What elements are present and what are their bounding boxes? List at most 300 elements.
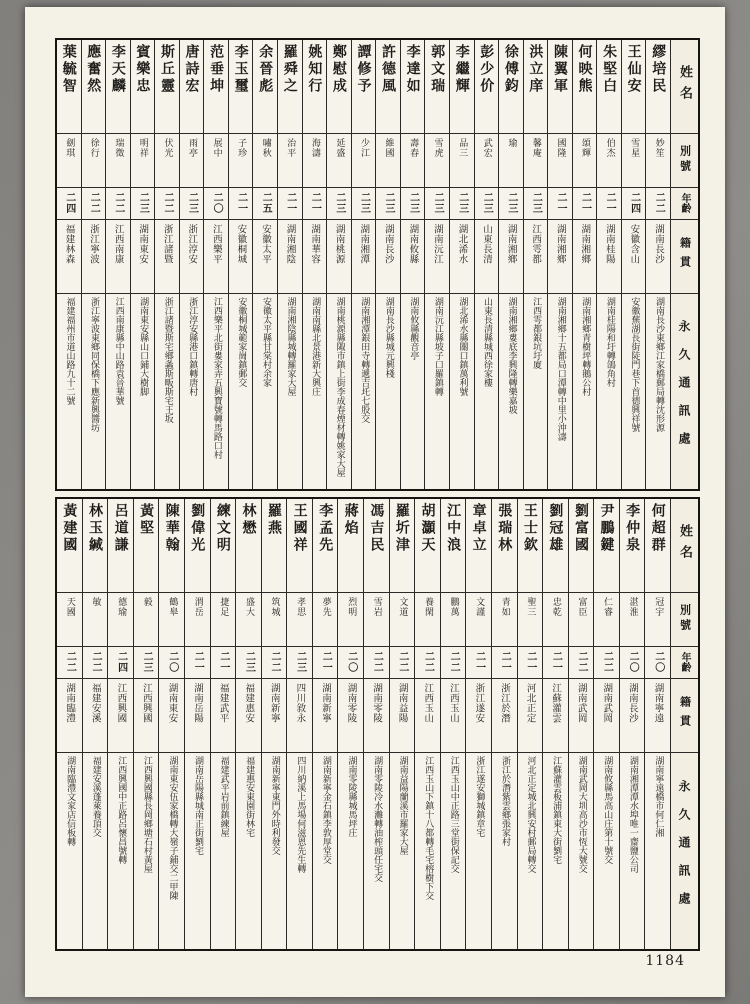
alias-cell: [327, 134, 351, 188]
alias-cell-text: 雨亭: [187, 138, 198, 158]
address-cell-text: 江西玉山中正路三堂街保記交: [448, 756, 459, 873]
name-cell-text: 范垂坤: [208, 44, 225, 95]
age-cell-text: 二一: [473, 650, 485, 673]
name-cell-text: 何超群: [649, 503, 666, 554]
person-column: [375, 40, 400, 489]
name-cell-text: 李玉璽: [232, 44, 249, 95]
native-cell-text: 湖南新寧: [268, 683, 280, 723]
name-cell: [303, 40, 327, 134]
address-cell: [57, 294, 81, 489]
table-header-column: [670, 40, 698, 489]
name-cell-text: 劉偉光: [189, 503, 206, 554]
native-cell: [313, 679, 338, 753]
age-cell-text: 二二: [371, 650, 383, 673]
alias-cell-text: 夢先: [320, 597, 331, 617]
name-cell: [204, 40, 228, 134]
age-cell: [390, 647, 415, 679]
header-native: [671, 220, 698, 294]
native-cell: [204, 220, 228, 294]
native-cell-text: 湖南湘潭: [358, 224, 370, 264]
address-cell-text: 浙江遂安獅城鎮章宅: [474, 756, 485, 837]
address-cell-text: 湖南零陵縣城馬坪庄: [346, 756, 357, 837]
name-cell-text: 譚修予: [355, 44, 372, 95]
address-cell: [646, 294, 670, 489]
person-column: [154, 40, 179, 489]
age-cell-text: 二一: [554, 191, 566, 214]
native-cell: [646, 220, 670, 294]
address-cell-text: 湖南東安伍家橋轉大嶺子鋪交二甲陳: [167, 756, 178, 900]
address-cell-text: 湖南攸縣觀音亭: [408, 297, 419, 360]
person-column: [363, 499, 389, 949]
person-column: [107, 499, 133, 949]
address-cell-text: 江西南康縣中山路袁晉華號: [113, 297, 124, 405]
address-cell-text: 安徽蕪湖長街陡門巷下首德興祥號: [629, 297, 640, 432]
age-cell: [518, 647, 543, 679]
native-cell-text: 湖南寧遠: [652, 683, 664, 723]
age-cell: [569, 647, 594, 679]
native-cell: [376, 220, 400, 294]
age-cell-text: 二一: [524, 650, 536, 673]
alias-cell-text: 瑞徵: [113, 138, 124, 158]
address-cell: [475, 294, 499, 489]
alias-cell: [83, 593, 108, 647]
alias-cell: [262, 593, 287, 647]
person-column: [644, 499, 670, 949]
header-native-label: 籍貫: [678, 695, 692, 734]
native-cell-text: 湖南攸縣: [407, 224, 419, 264]
native-cell-text: 福建安溪: [89, 683, 101, 723]
header-alias: [671, 134, 698, 188]
name-cell: [82, 40, 106, 134]
registry-table-bottom: [55, 497, 700, 951]
person-column: [286, 499, 312, 949]
age-cell: [466, 647, 491, 679]
age-cell: [622, 188, 646, 220]
name-cell-text: 斯丘靈: [158, 44, 175, 95]
address-cell: [548, 294, 572, 489]
address-cell: [466, 753, 491, 949]
native-cell: [645, 679, 670, 753]
person-column: [326, 40, 351, 489]
age-cell: [278, 188, 302, 220]
alias-cell: [466, 593, 491, 647]
address-cell-text: 湖南寧遠橋市何仁湘: [653, 756, 664, 837]
alias-cell: [543, 593, 568, 647]
person-column: [474, 40, 499, 489]
age-cell-text: 二二: [653, 191, 665, 214]
person-column: [491, 499, 517, 949]
native-cell: [57, 220, 81, 294]
name-cell: [185, 499, 210, 593]
age-cell: [185, 647, 210, 679]
person-column: [621, 40, 646, 489]
native-cell: [262, 679, 287, 753]
address-cell-text: 湖南沅江縣坡子口羅鎮轉: [432, 297, 443, 396]
address-cell: [327, 294, 351, 489]
age-cell: [594, 647, 619, 679]
name-cell: [620, 499, 645, 593]
address-cell-text: 湖南新寧金石鎮李敦厚堂交: [320, 756, 331, 864]
age-cell-text: 二一: [192, 650, 204, 673]
alias-cell: [131, 134, 155, 188]
native-cell-text: 湖南新寧: [319, 683, 331, 723]
native-cell-text: 安徽太平: [259, 224, 271, 264]
name-cell-text: 葉毓智: [60, 44, 77, 95]
header-address-label: 永久通訊處: [677, 320, 691, 460]
address-cell: [253, 294, 277, 489]
native-cell: [622, 220, 646, 294]
age-cell-text: 二三: [186, 191, 198, 214]
address-cell-text: 福建惠安東園街林宅: [244, 756, 255, 837]
person-column: [414, 499, 440, 949]
age-cell: [450, 188, 474, 220]
person-column: [440, 499, 466, 949]
name-cell-text: 黃堅: [138, 503, 155, 537]
alias-cell: [303, 134, 327, 188]
age-cell: [159, 647, 184, 679]
name-cell: [573, 40, 597, 134]
address-cell-text: 湖南湘潭潭水埠唯一齋鹽公司: [627, 756, 638, 873]
native-cell: [131, 220, 155, 294]
person-column: [130, 40, 155, 489]
name-cell-text: 林玉緘: [86, 503, 103, 554]
native-cell: [108, 679, 133, 753]
native-cell: [211, 679, 236, 753]
alias-cell-text: 伏光: [162, 138, 173, 158]
person-column: [619, 499, 645, 949]
native-cell: [573, 220, 597, 294]
alias-cell-text: 仁睿: [602, 597, 613, 617]
person-column: [593, 499, 619, 949]
alias-cell-text: 徐行: [88, 138, 99, 158]
address-cell: [278, 294, 302, 489]
age-cell-text: 二三: [137, 191, 149, 214]
age-cell-text: 二三: [294, 650, 306, 673]
alias-cell-text: 富臣: [576, 597, 587, 617]
name-cell-text: 羅圻津: [393, 503, 410, 554]
name-cell: [548, 40, 572, 134]
alias-cell: [313, 593, 338, 647]
native-cell: [303, 220, 327, 294]
age-cell-text: 二一: [235, 191, 247, 214]
name-cell: [180, 40, 204, 134]
age-cell: [57, 188, 81, 220]
alias-cell: [376, 134, 400, 188]
alias-cell: [645, 593, 670, 647]
name-cell: [229, 40, 253, 134]
address-cell-text: 河北正定城北興安村郵局轉交: [525, 756, 536, 873]
address-cell: [441, 753, 466, 949]
address-cell: [645, 753, 670, 949]
age-cell: [499, 188, 523, 220]
native-cell: [159, 679, 184, 753]
name-cell: [466, 499, 491, 593]
age-cell: [327, 188, 351, 220]
alias-cell: [594, 593, 619, 647]
native-cell-text: 湖南湘鄉: [579, 224, 591, 264]
address-cell: [569, 753, 594, 949]
native-cell: [620, 679, 645, 753]
address-cell-text: 湖南新寧東門外時利發交: [269, 756, 280, 855]
native-cell-text: 湖南長沙: [382, 224, 394, 264]
name-cell: [499, 40, 523, 134]
person-column: [210, 499, 236, 949]
native-cell-text: 江蘇灌雲: [550, 683, 562, 723]
native-cell-text: 湖南東安: [166, 683, 178, 723]
name-cell: [106, 40, 130, 134]
alias-cell-text: 雪虎: [432, 138, 443, 158]
alias-cell: [524, 134, 548, 188]
header-age: [671, 647, 698, 679]
age-cell-text: 二二: [601, 650, 613, 673]
address-cell: [573, 294, 597, 489]
header-age-label: 年齡: [679, 192, 690, 213]
address-cell-text: 浙江淳安縣港口鎮轉唐村: [187, 297, 198, 396]
age-cell: [492, 647, 517, 679]
native-cell-text: 湖南武岡: [601, 683, 613, 723]
native-cell-text: 安徽含山: [628, 224, 640, 264]
alias-cell-text: 壽春: [408, 138, 419, 158]
name-cell-text: 陳翼軍: [551, 44, 568, 95]
alias-cell: [492, 593, 517, 647]
native-cell: [594, 679, 619, 753]
address-cell: [83, 753, 108, 949]
alias-cell: [390, 593, 415, 647]
name-cell: [364, 499, 389, 593]
alias-cell-text: 雪星: [629, 138, 640, 158]
age-cell-text: 二二: [448, 650, 460, 673]
age-cell: [204, 188, 228, 220]
alias-cell-text: 烈明: [346, 597, 357, 617]
address-cell: [159, 753, 184, 949]
native-cell-text: 江西樂平: [210, 224, 222, 264]
name-cell-text: 張瑞林: [496, 503, 513, 554]
address-cell-text: 福建武平岩前鎮練屋: [218, 756, 229, 837]
address-cell-text: 浙江寧波東鄉同保橋下應新興醬坊: [89, 297, 99, 432]
address-cell-text: 四川納溪上馬場何滋恩先生轉: [295, 756, 306, 873]
address-cell: [352, 294, 376, 489]
name-cell-text: 許德風: [380, 44, 397, 95]
address-cell: [543, 753, 568, 949]
name-cell: [475, 40, 499, 134]
age-cell: [313, 647, 338, 679]
address-cell-text: 湖南南縣北景港新大興庄: [310, 297, 321, 396]
person-column: [203, 40, 228, 489]
address-cell-text: 湖南武岡大圳高沙市恆大號交: [576, 756, 587, 873]
native-cell: [597, 220, 621, 294]
address-cell: [236, 753, 261, 949]
name-cell: [390, 499, 415, 593]
native-cell-text: 江西玉山: [422, 683, 434, 723]
person-column: [277, 40, 302, 489]
address-cell: [620, 753, 645, 949]
name-cell-text: 彭少价: [478, 44, 495, 95]
age-cell-text: 二三: [530, 191, 542, 214]
native-cell-text: 浙江遂安: [473, 683, 485, 723]
age-cell-text: 二三: [358, 191, 370, 214]
alias-cell-text: 嘯秋: [260, 138, 271, 158]
alias-cell-text: 敏: [90, 597, 101, 607]
person-column: [449, 40, 474, 489]
native-cell: [229, 220, 253, 294]
name-cell: [622, 40, 646, 134]
address-cell: [204, 294, 228, 489]
header-age: [671, 188, 698, 220]
address-cell-text: 湖南長沙縣城元興棧: [383, 297, 394, 378]
age-cell: [597, 188, 621, 220]
native-cell-text: 湖南湘鄉: [505, 224, 517, 264]
native-cell: [524, 220, 548, 294]
name-cell-text: 李達如: [404, 44, 421, 95]
age-cell: [645, 647, 670, 679]
native-cell: [466, 679, 491, 753]
native-cell-text: 江西雩都: [530, 224, 542, 264]
alias-cell: [646, 134, 670, 188]
age-cell-text: 二二: [396, 650, 408, 673]
alias-cell-text: 湛淮: [627, 597, 638, 617]
name-cell-text: 徐傅鈞: [502, 44, 519, 95]
age-cell: [211, 647, 236, 679]
header-address: [671, 294, 698, 489]
alias-cell: [475, 134, 499, 188]
address-cell: [211, 753, 236, 949]
age-cell-text: 二四: [628, 191, 640, 214]
header-name: [671, 499, 698, 593]
alias-cell: [415, 593, 440, 647]
address-cell-text: 福建福州市道山路九十二號: [64, 297, 75, 405]
native-cell-text: 湖南武岡: [575, 683, 587, 723]
native-cell-text: 安徽桐城: [235, 224, 247, 264]
name-cell: [83, 499, 108, 593]
address-cell-text: 安徽桐城範家崗鎮郵交: [236, 297, 247, 387]
name-cell: [287, 499, 312, 593]
person-column: [568, 499, 594, 949]
alias-cell-text: 天國: [64, 597, 75, 617]
address-cell: [229, 294, 253, 489]
age-cell-text: 二一: [217, 650, 229, 673]
age-cell: [573, 188, 597, 220]
name-cell: [57, 40, 81, 134]
header-age-label: 年齡: [679, 651, 690, 672]
address-cell-text: 湖南桃源縣陬市鎮上街李成春煙材轉姚家大屋: [334, 297, 345, 477]
address-cell: [499, 294, 523, 489]
name-cell: [441, 499, 466, 593]
name-cell: [594, 499, 619, 593]
name-cell-text: 李天麟: [109, 44, 126, 95]
age-cell-text: 二一: [604, 191, 616, 214]
native-cell: [425, 220, 449, 294]
native-cell: [543, 679, 568, 753]
scan-page: [25, 7, 725, 997]
name-cell-text: 李仲泉: [624, 503, 641, 554]
native-cell: [180, 220, 204, 294]
native-cell-text: 福建武平: [217, 683, 229, 723]
native-cell-text: 湖南零陵: [371, 683, 383, 723]
alias-cell: [352, 134, 376, 188]
name-cell: [57, 499, 82, 593]
person-column: [645, 40, 670, 489]
person-column: [523, 40, 548, 489]
age-cell: [425, 188, 449, 220]
native-cell: [492, 679, 517, 753]
address-cell: [185, 753, 210, 949]
name-cell: [313, 499, 338, 593]
age-cell-text: 二二: [112, 191, 124, 214]
alias-cell-text: 忠乾: [550, 597, 561, 617]
address-cell: [376, 294, 400, 489]
native-cell: [390, 679, 415, 753]
person-column: [351, 40, 376, 489]
native-cell-text: 浙江諸暨: [161, 224, 173, 264]
native-cell-text: 江西興國: [140, 683, 152, 723]
name-cell-text: 洪立庠: [527, 44, 544, 95]
header-alias: [671, 593, 698, 647]
native-cell: [441, 679, 466, 753]
alias-cell-text: 子珍: [236, 138, 247, 158]
alias-cell-text: 伯杰: [604, 138, 615, 158]
native-cell-text: 江西南康: [112, 224, 124, 264]
name-cell: [262, 499, 287, 593]
alias-cell: [518, 593, 543, 647]
age-cell: [401, 188, 425, 220]
name-cell-text: 章卓立: [470, 503, 487, 554]
name-cell: [425, 40, 449, 134]
alias-cell: [338, 593, 363, 647]
alias-cell-text: 國隆: [555, 138, 566, 158]
address-cell: [155, 294, 179, 489]
native-cell: [106, 220, 130, 294]
alias-cell-text: 雪岩: [371, 597, 382, 617]
alias-cell-text: 鶴皋: [167, 597, 178, 617]
person-column: [424, 40, 449, 489]
address-cell: [131, 294, 155, 489]
address-cell-text: 浙江於潛紫雲鄉張家村: [499, 756, 510, 846]
native-cell: [82, 220, 106, 294]
native-cell: [518, 679, 543, 753]
person-column: [228, 40, 253, 489]
name-cell: [155, 40, 179, 134]
person-column: [517, 499, 543, 949]
age-cell-text: 二三: [407, 191, 419, 214]
person-column: [465, 499, 491, 949]
person-column: [252, 40, 277, 489]
age-cell-text: 二一: [284, 191, 296, 214]
address-cell: [57, 753, 82, 949]
person-column: [337, 499, 363, 949]
age-cell-text: 二二: [422, 650, 434, 673]
alias-cell-text: 養閑: [423, 597, 433, 617]
name-cell-text: 郭文瑞: [429, 44, 446, 95]
alias-cell-text: 筑城: [269, 597, 280, 617]
name-cell-text: 何映熊: [576, 44, 593, 95]
name-cell-text: 黃建國: [61, 503, 78, 554]
age-cell: [475, 188, 499, 220]
native-cell: [287, 679, 312, 753]
header-address: [671, 753, 698, 949]
registry-table-top: [55, 38, 700, 491]
address-cell: [82, 294, 106, 489]
alias-cell-text: 武宏: [481, 138, 492, 158]
alias-cell: [441, 593, 466, 647]
native-cell-text: 湖南湘陰: [284, 224, 296, 264]
name-cell-text: 胡灝天: [419, 503, 436, 554]
person-column: [81, 40, 106, 489]
age-cell: [83, 647, 108, 679]
name-cell: [401, 40, 425, 134]
age-cell: [82, 188, 106, 220]
age-cell: [548, 188, 572, 220]
address-cell: [425, 294, 449, 489]
